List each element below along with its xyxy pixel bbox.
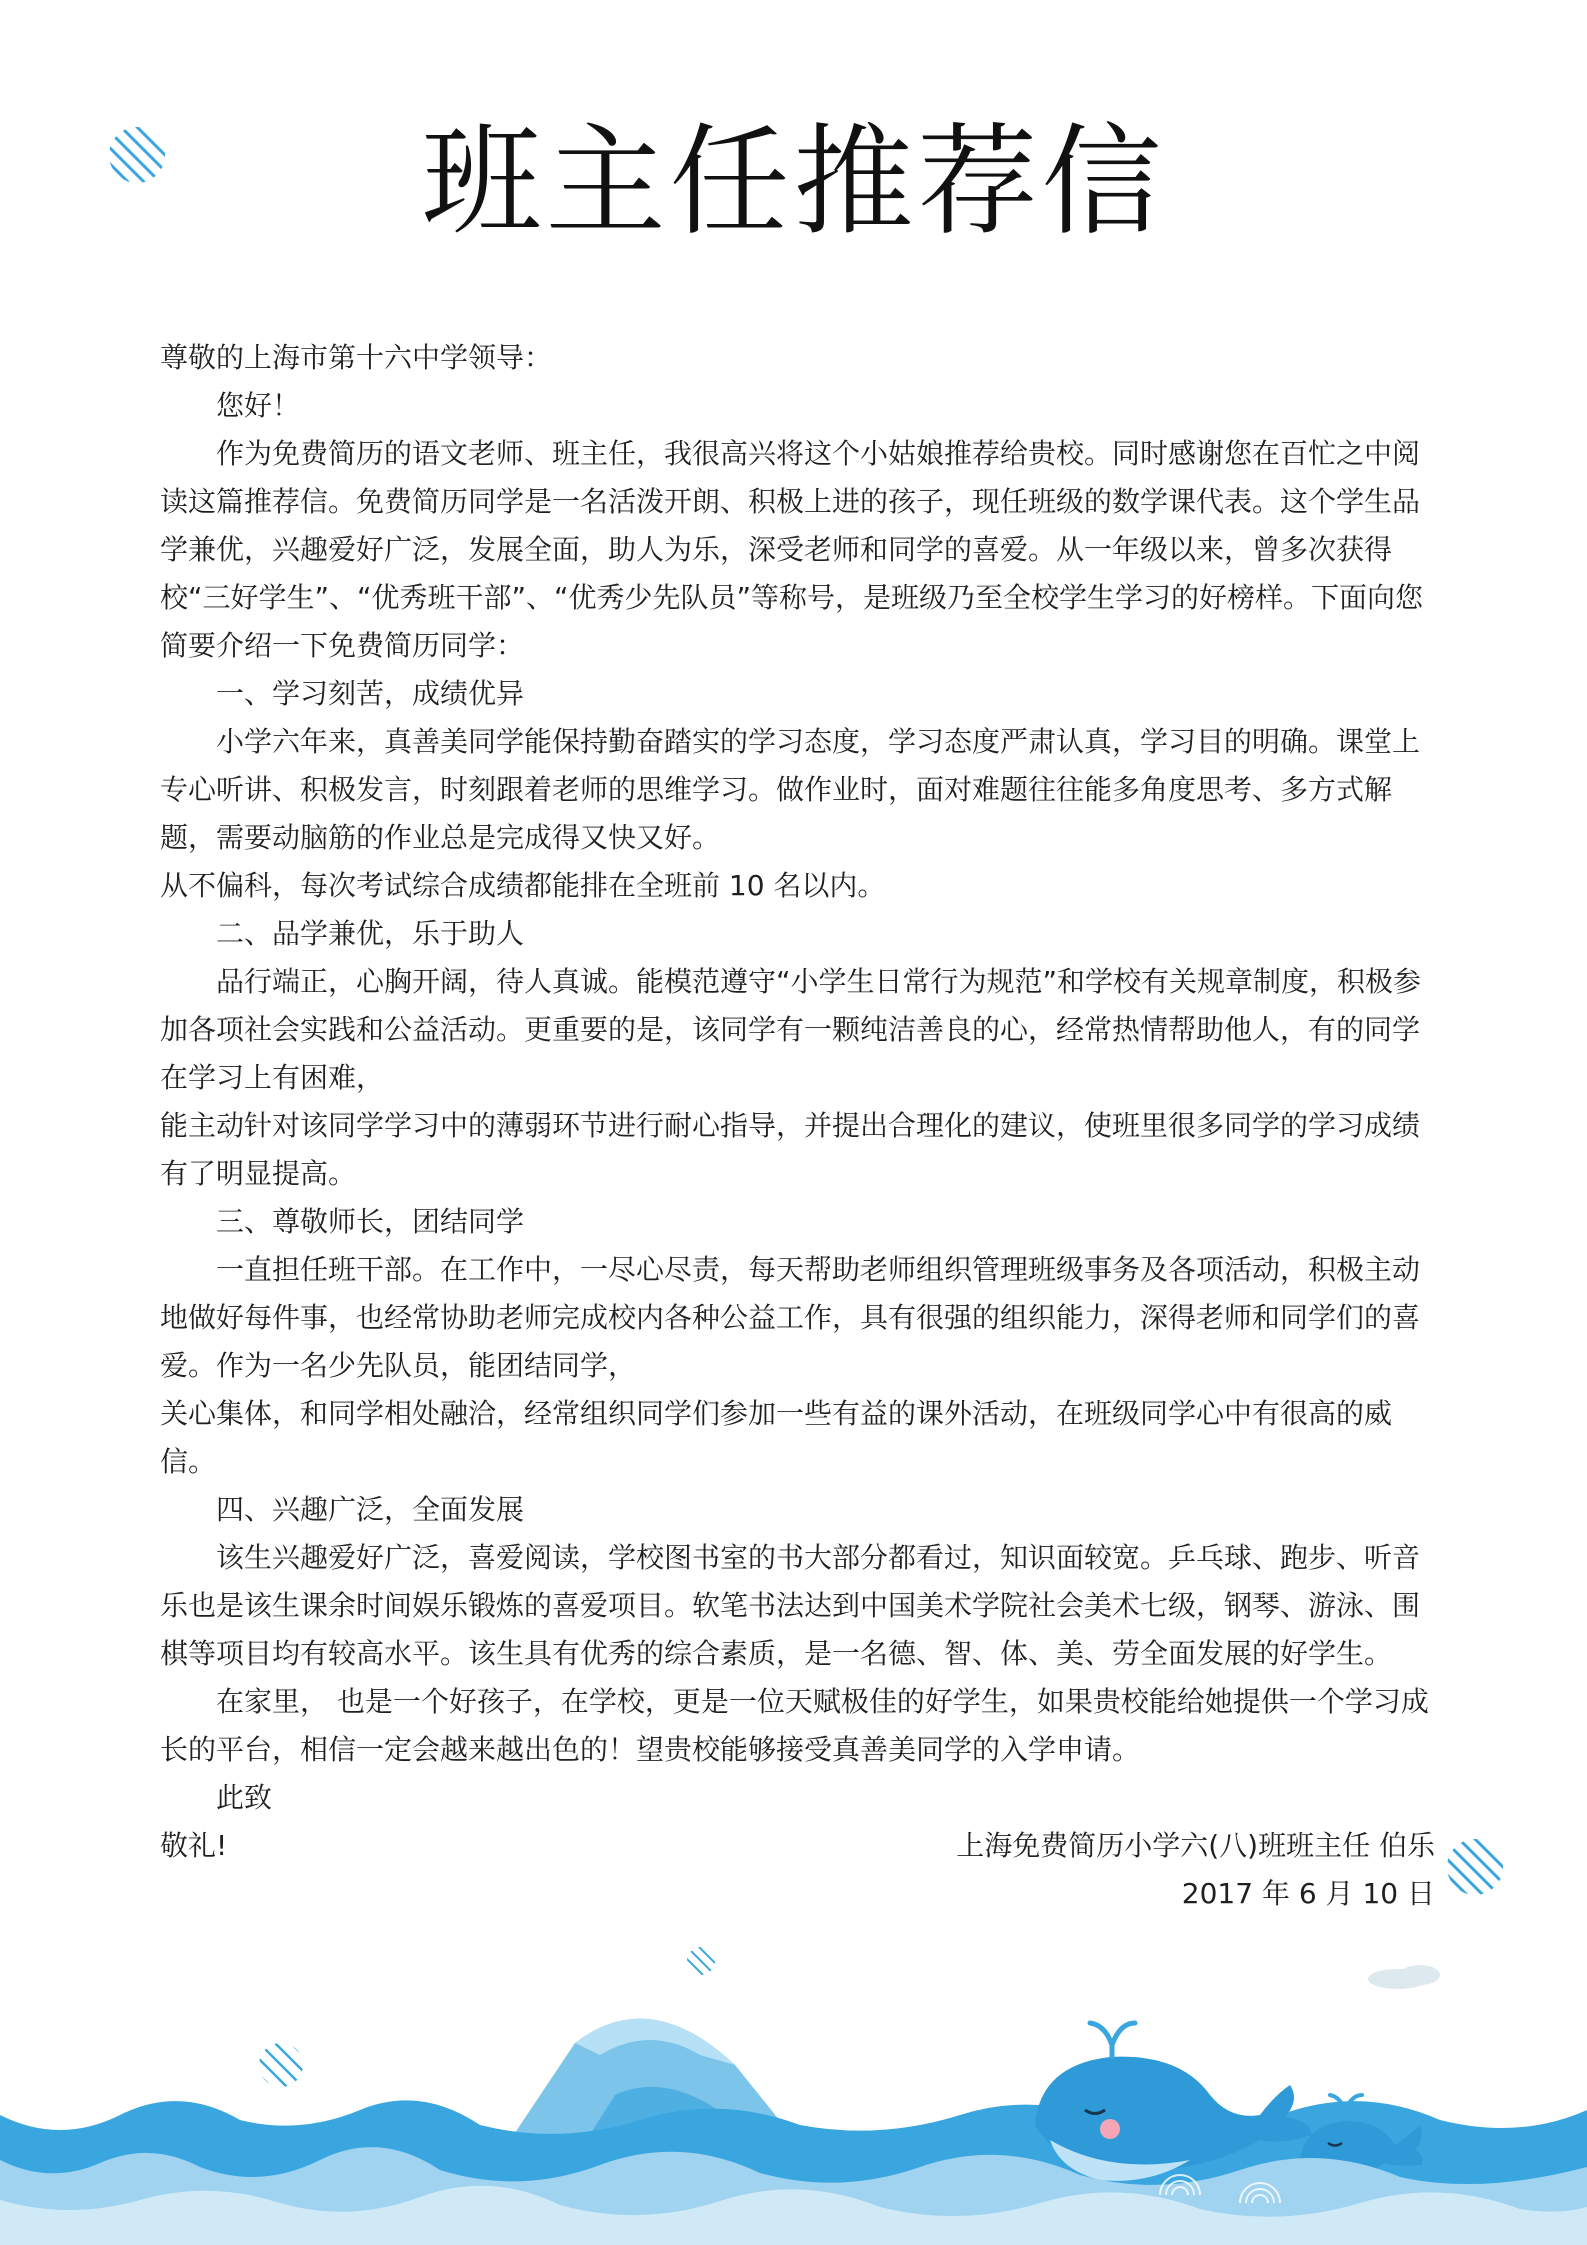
letter-date: 2017 年 6 月 10 日 [1181,1877,1435,1910]
letter-paragraph: 作为免费简历的语文老师、班主任，我很高兴将这个小姑娘推荐给贵校。同时感谢您在百忙之中阅读这篇推荐信。免费简历同学是一名活泼开朗、积极上进的孩子，现任班级的数学课代表。这个学生品学兼优，兴趣爱好广泛，发展全面，助人为乐，深受老师和同学的喜爱。从一年级以来，曾多次获得校“三好学生”、“优秀班干部”、“优秀少先队员”等称号，是班级乃至全校学生学习的好榜样。下面向您简要介绍一下免费简历同学： [160,437,1424,662]
letter-paragraph: 小学六年来，真善美同学能保持勤奋踏实的学习态度，学习态度严肃认真，学习目的明确。课堂上专心听讲、积极发言，时刻跟着老师的思维学习。做作业时，面对难题往往能多角度思考、多方式解题，需要动脑筋的作业总是完成得又快又好。 [160,725,1421,854]
striped-circle-right-decoration [1446,1838,1504,1896]
letter-paragraph: 该生兴趣爱好广泛，喜爱阅读，学校图书室的书大部分都看过，知识面较宽。乒乓球、跑步、听音乐也是该生课余时间娱乐锻炼的喜爱项目。软笔书法达到中国美术学院社会美术七级，钢琴、游泳、围棋等项目均有较高水平。该生具有优秀的综合素质，是一名德、智、体、美、劳全面发展的好学生。 [160,1541,1421,1670]
letter-body [160,334,1435,1870]
letter-paragraph: 二、品学兼优，乐于助人 [216,917,525,950]
letter-paragraph: 在家里， 也是一个好孩子，在学校，更是一位天赋极佳的好学生，如果贵校能给她提供一个学习成长的平台，相信一定会越来越出色的！望贵校能够接受真善美同学的入学申请。 [160,1685,1429,1766]
letter-paragraph: 一直担任班干部。在工作中，一尽心尽责，每天帮助老师组织管理班级事务及各项活动，积极主动地做好每件事，也经常协助老师完成校内各种公益工作，具有很强的组织能力，深得老师和同学们的喜爱。作为一名少先队员，能团结同学， [160,1253,1421,1382]
letter-paragraphs [160,430,1435,1870]
letter-paragraph: 一、学习刻苦，成绩优异 [216,677,525,710]
letter-paragraph: 四、兴趣广泛，全面发展 [216,1493,525,1526]
letter-paragraph: 此致 [216,1781,273,1814]
letter-paragraph: 敬礼! [160,1829,228,1862]
letter-paragraph: 三、尊敬师长，团结同学 [216,1205,525,1238]
ocean-whale-illustration [0,1945,1587,2245]
letter-paragraph: 关心集体，和同学相处融洽，经常组织同学们参加一些有益的课外活动，在班级同学心中有很高的威信。 [160,1397,1393,1478]
letter-title: 班主任推荐信 [421,113,1166,252]
salutation: 尊敬的上海市第十六中学领导： [160,341,553,374]
signature: 上海免费简历小学六(八)班班主任 伯乐 [956,1829,1435,1862]
letter-paragraph: 能主动针对该同学学习中的薄弱环节进行耐心指导，并提出合理化的建议，使班里很多同学的学习成绩有了明显提高。 [160,1109,1421,1190]
letter-paragraph: 从不偏科，每次考试综合成绩都能排在全班前 10 名以内。 [160,869,886,902]
letter-paragraph: 品行端正，心胸开阔，待人真诚。能模范遵守“小学生日常行为规范”和学校有关规章制度，积极参加各项社会实践和公益活动。更重要的是，该同学有一颗纯洁善良的心，经常热情帮助他人，有的同学在学习上有困难， [160,965,1422,1094]
greeting: 您好！ [216,389,301,422]
